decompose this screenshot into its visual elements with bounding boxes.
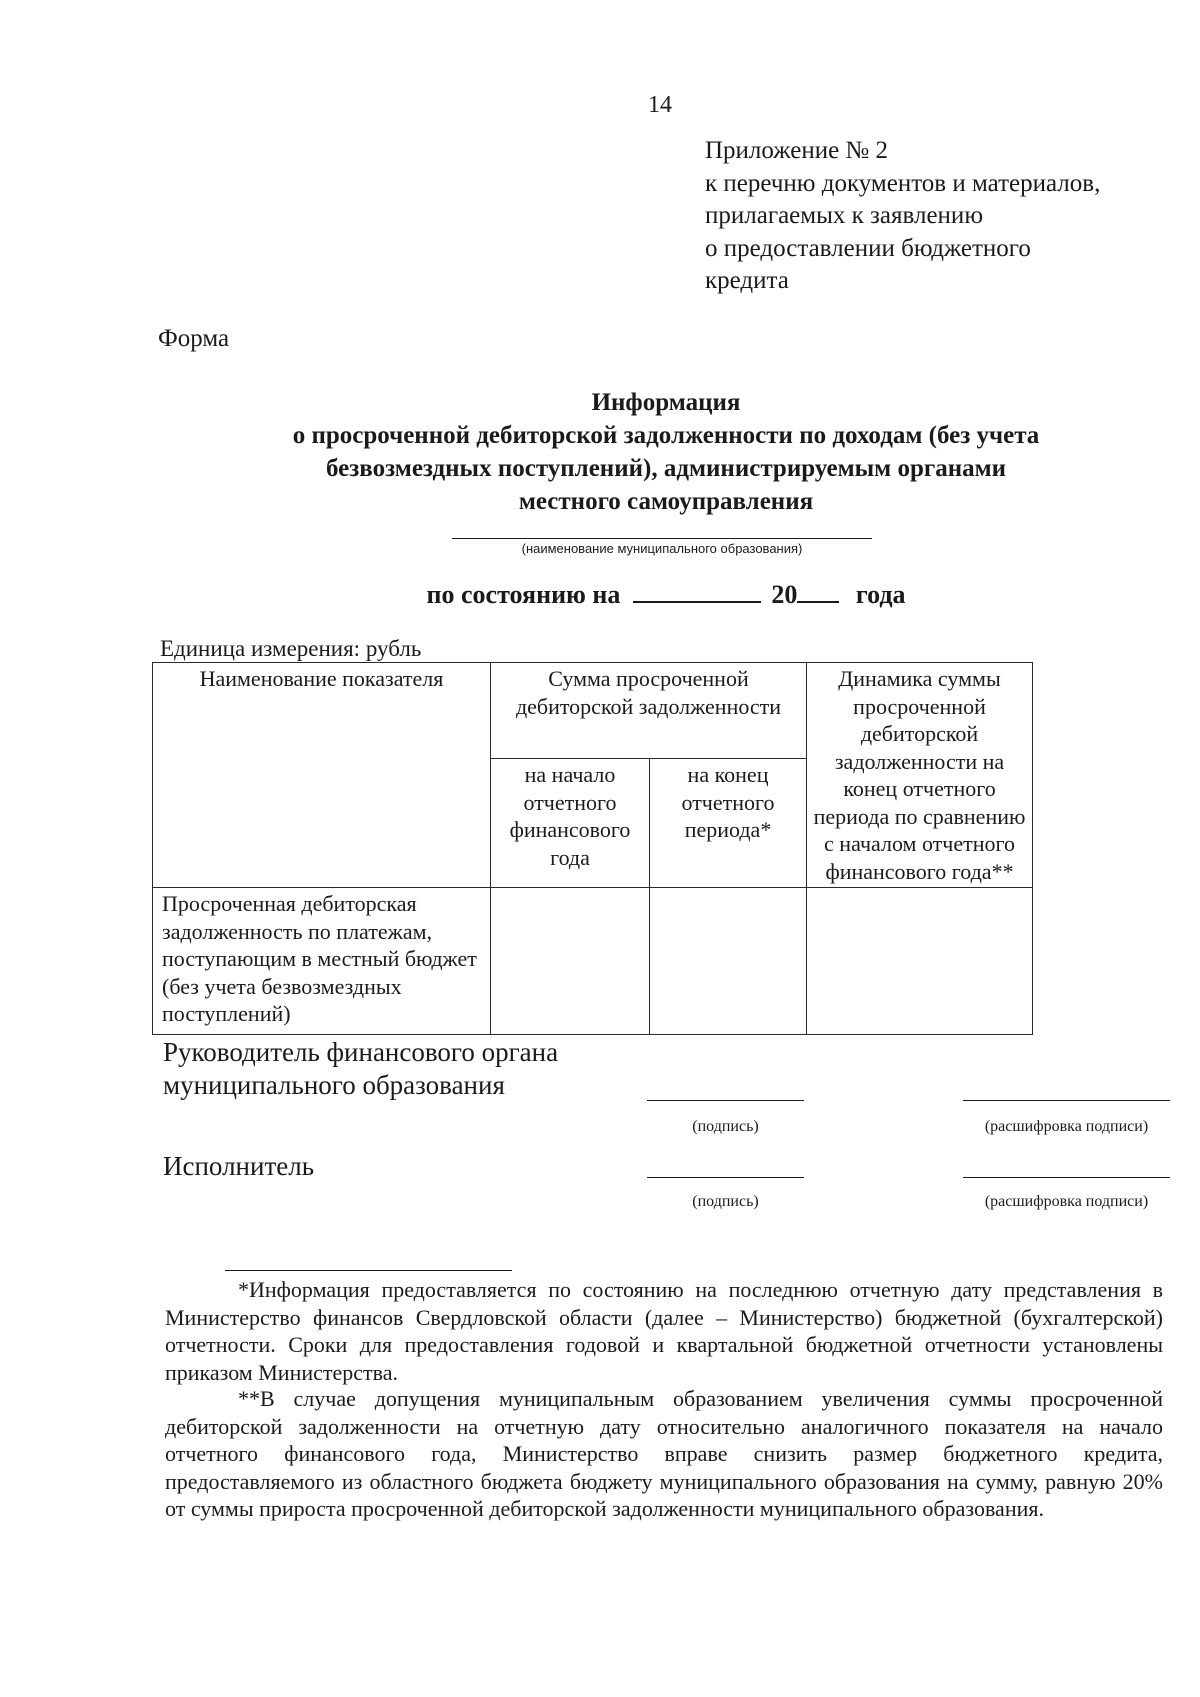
signature-caption: (подпись) — [692, 1118, 759, 1135]
row-indicator-label: Просроченная дебиторская задолженность по платежам, поступающим в местный бюджет (без учета безвозмездных поступлений) — [153, 888, 491, 1035]
date-suffix: года — [855, 580, 906, 609]
row-end-value[interactable] — [650, 888, 807, 1035]
appendix-line: к перечню документов и материалов, — [705, 169, 1101, 197]
subheader-start: на начало отчетного финансового года — [491, 759, 650, 888]
decoding-caption: (расшифровка подписи) — [984, 1118, 1149, 1135]
municipality-name-field[interactable] — [452, 538, 872, 539]
report-table — [152, 662, 1033, 1035]
head-label — [163, 1036, 558, 1102]
executor-decoding-field[interactable] — [963, 1177, 1170, 1178]
header-sum: Сумма просроченной дебиторской задолженности — [491, 663, 807, 759]
date-line — [0, 575, 1200, 610]
footnote-rule — [225, 1270, 512, 1271]
executor-signature-field[interactable] — [647, 1177, 804, 1178]
date-year-field[interactable] — [797, 575, 839, 603]
header-indicator: Наименование показателя — [153, 663, 491, 888]
date-day-month-field[interactable] — [633, 575, 761, 603]
decoding-caption: (расшифровка подписи) — [984, 1193, 1149, 1210]
municipality-caption: (наименование муниципального образования) — [521, 541, 803, 556]
appendix-line: Приложение № 2 — [705, 137, 889, 164]
date-year-prefix: 20 — [771, 580, 798, 609]
document-title — [0, 386, 1200, 518]
executor-label: Исполнитель — [163, 1151, 315, 1181]
head-label-line: муниципального образования — [163, 1070, 505, 1100]
title-line: о просроченной дебиторской задолженности по доходам (без учета — [292, 422, 1040, 449]
unit-label: Единица измерения: рубль — [160, 636, 422, 661]
head-signature-field[interactable] — [647, 1100, 804, 1101]
appendix-line: прилагаемых к заявлению — [705, 202, 983, 229]
row-dynamics-value[interactable] — [807, 888, 1033, 1035]
title-line: местного самоуправления — [518, 488, 814, 515]
title-line: Информация — [591, 389, 741, 416]
date-prefix: по состоянию на — [426, 580, 621, 609]
appendix-header — [705, 135, 1100, 298]
form-label: Форма — [158, 325, 230, 352]
appendix-line: о предоставлении бюджетного — [705, 234, 1031, 262]
head-decoding-field[interactable] — [963, 1100, 1170, 1101]
header-dynamics: Динамика суммы просроченной дебиторской задолженности на конец отчетного периода по сравнению с началом отчетного финансового года** — [807, 663, 1033, 888]
subheader-end: на конец отчетного периода* — [650, 759, 807, 888]
head-label-line: Руководитель финансового органа — [163, 1037, 559, 1067]
footnote-2: **В случае допущения муниципальным образованием увеличения суммы просроченной дебиторской задолженности на отчетную дату относительно аналогичного показателя на начало отчетного финансового года, Министерство вправе снизить размер бюджетного кредита, предоставляемого из областного бюджета бюджету муниципального образования на сумму, равную 20% от суммы прироста просроченной дебиторской задолженности муниципального образования. — [165, 1386, 1163, 1521]
title-line: безвозмездных поступлений), администрируемым органами — [325, 455, 1007, 482]
appendix-line: кредита — [705, 267, 789, 294]
signature-caption: (подпись) — [692, 1193, 759, 1210]
footnote-1: *Информация предоставляется по состоянию на последнюю отчетную дату представления в Министерство финансов Свердловской области (далее – Министерство) бюджетной (бухгалтерской) отчетности. Сроки для предоставления годовой и квартальной бюджетной отчетности установлены приказом Министерства. — [165, 1277, 1163, 1385]
page-number: 14 — [648, 92, 672, 118]
row-start-value[interactable] — [491, 888, 650, 1035]
